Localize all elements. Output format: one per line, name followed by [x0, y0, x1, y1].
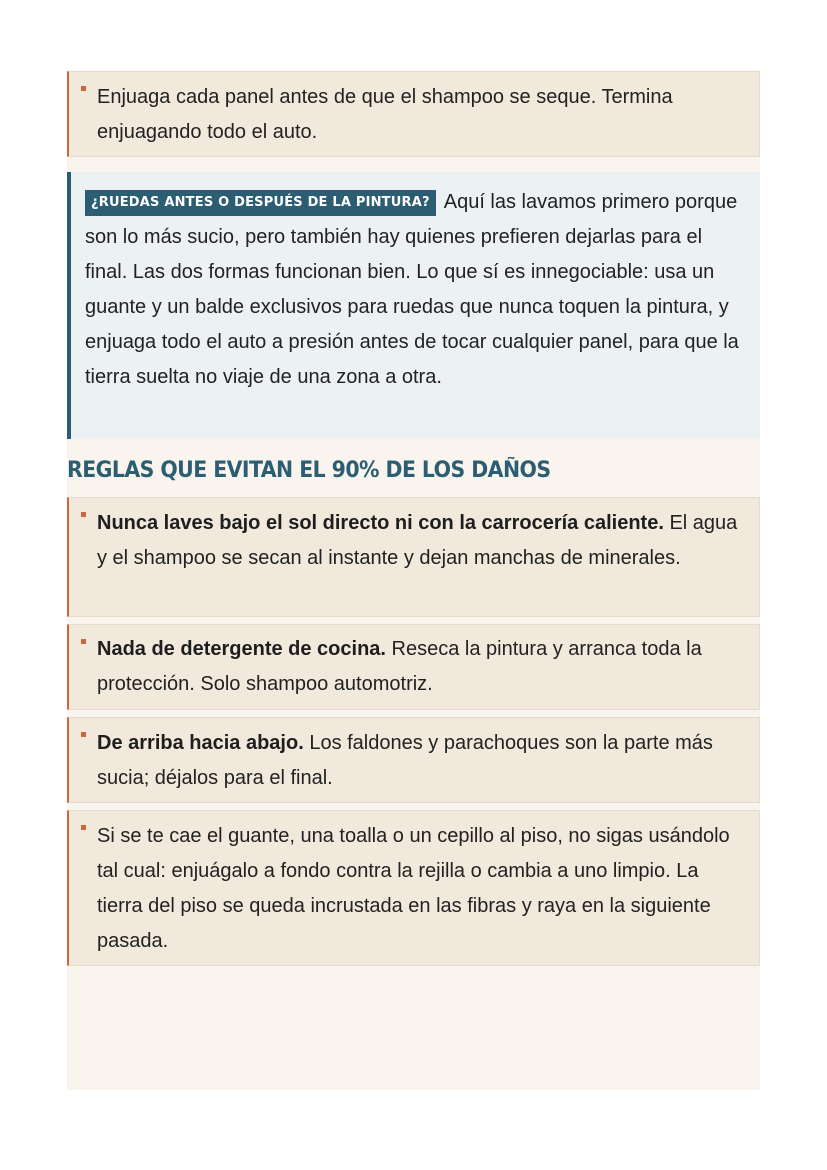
- rule-item: [67, 810, 760, 966]
- rule-text: [97, 632, 745, 702]
- callout-text: Aquí las lavamos primero porque son lo más sucio, pero también hay quienes prefieren dejarlas para el final. Las dos formas funcionan bien. Lo que sí es innegociable: usa un guante y un balde exclusivos para ruedas que nunca toquen la pintura, y enjuaga todo el auto a presión antes de tocar cualquier panel, para que la tierra suelta no viaje de una zona a otra.: [85, 191, 739, 388]
- rule-body: Los faldones y parachoques son la parte más sucia; déjalos para el final.: [97, 732, 713, 789]
- rule-body: El agua y el shampoo se secan al instante y dejan manchas de minerales.: [97, 512, 738, 569]
- rule-item: [67, 497, 760, 617]
- rule-bold: De arriba hacia abajo.: [97, 732, 304, 754]
- rule-text: [97, 506, 745, 576]
- rule-text: [97, 726, 745, 796]
- rule-bold: Nada de detergente de cocina.: [97, 638, 386, 660]
- bullet-marker-icon: [81, 512, 86, 517]
- bullet-marker-icon: [81, 639, 86, 644]
- bullet-marker-icon: [81, 732, 86, 737]
- callout-tag: ¿RUEDAS ANTES O DESPUÉS DE LA PINTURA?: [85, 190, 436, 216]
- rule-item: [67, 624, 760, 710]
- rule-item: [67, 717, 760, 803]
- rule-body: Si se te cae el guante, una toalla o un cepillo al piso, no sigas usándolo tal cual: enjuágalo a fondo contra la rejilla o cambia a uno limpio. La tierra del piso se queda incrustada en las fibras y raya en la siguiente pasada.: [97, 825, 730, 952]
- rule-text: [97, 819, 745, 959]
- tip-box: [67, 71, 760, 157]
- section-heading: REGLAS QUE EVITAN EL 90% DE LOS DAÑOS: [67, 458, 551, 483]
- bullet-marker-icon: [81, 86, 86, 91]
- bullet-marker-icon: [81, 825, 86, 830]
- rule-body: Reseca la pintura y arranca toda la protección. Solo shampoo automotriz.: [97, 638, 702, 695]
- callout-box: [67, 172, 760, 439]
- rule-bold: Nunca laves bajo el sol directo ni con la carrocería caliente.: [97, 512, 664, 534]
- tip-text: Enjuaga cada panel antes de que el shampoo se seque. Termina enjuagando todo el auto.: [97, 86, 673, 143]
- document-page: [67, 70, 760, 1090]
